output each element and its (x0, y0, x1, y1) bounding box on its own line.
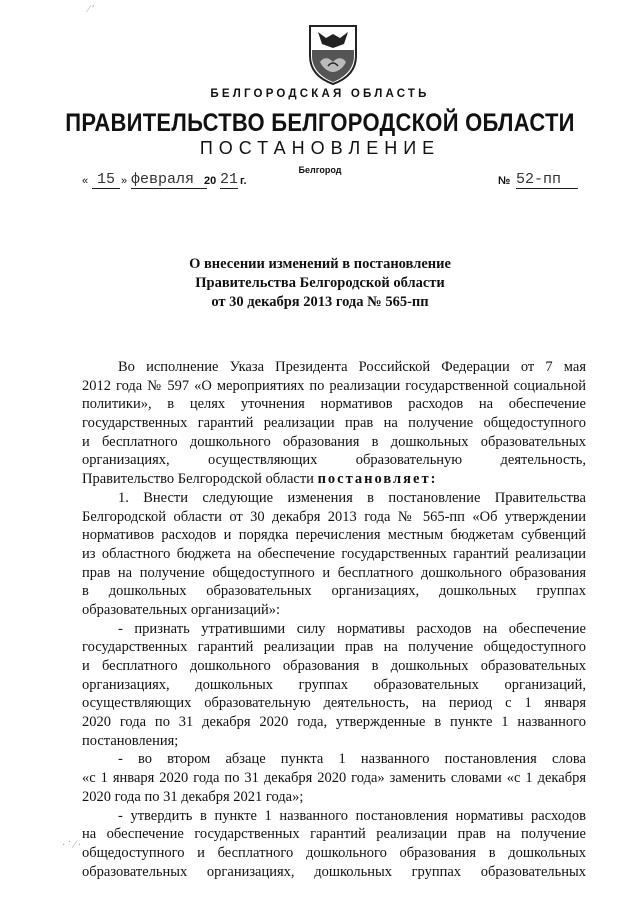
date-quote-open: « (82, 175, 89, 187)
body-line-text: и бесплатного дошкольного образования в дошкольных образовательных (82, 658, 586, 674)
body-line (82, 433, 586, 452)
body-line (82, 508, 586, 527)
body-line (82, 807, 586, 826)
document-type: ПОСТАНОВЛЕНИЕ (199, 138, 441, 158)
body-line-text: в дошкольных образовательных организациях, дошкольных группах (82, 583, 586, 600)
body-line-text: 2020 года по 31 декабря 2021 года»; (82, 788, 304, 805)
date-quote-close: » (121, 175, 128, 187)
body-line (82, 358, 586, 377)
date-year-abbr: г. (240, 175, 247, 187)
body-line (82, 844, 586, 863)
body-line-text: прав на получение общедоступного и бесплатного дошкольного образования (82, 564, 586, 581)
body-line-text: Белгородской области от 30 декабря 2013 года № 565-пп «Об утверждении (82, 508, 586, 525)
body-line (82, 732, 586, 751)
body-line-text: организациях, дошкольных группах образовательных организаций, (82, 676, 586, 693)
body-line (82, 713, 586, 732)
region-name: БЕЛГОРОДСКАЯ ОБЛАСТЬ (210, 88, 430, 100)
body-line (82, 377, 586, 396)
body-line-text: Во исполнение Указа Президента Российской Федерации от 7 мая (118, 359, 586, 375)
body-line (82, 526, 586, 545)
body-line-text: образовательных организациях, дошкольных группах образовательных (82, 863, 586, 880)
body-line (82, 470, 586, 489)
body-line (82, 863, 586, 882)
title-line: О внесении изменений в постановление (189, 256, 451, 272)
body-line (82, 825, 586, 844)
scan-mark: ⁄ ′ (88, 4, 95, 15)
body-line-text: - признать утратившими силу нормативы расходов на обеспечение (118, 620, 586, 637)
body-line-text: «с 1 января 2020 года по 31 декабря 2020 года» заменить словами «с 1 декабря (82, 770, 586, 787)
title-line: от 30 декабря 2013 года № 565-пп (211, 294, 429, 310)
date-day: 15 (92, 171, 120, 189)
body-line (82, 414, 586, 433)
government-title: ПРАВИТЕЛЬСТВО БЕЛГОРОДСКОЙ ОБЛАСТИ (65, 109, 575, 137)
body-line-text: - утвердить в пункте 1 названного постановления нормативы расходов (118, 807, 586, 824)
date-number-line (82, 172, 582, 194)
coat-of-arms-emblem (306, 22, 360, 86)
date-month: февраля (131, 171, 207, 189)
body-line-text: постановления; (82, 732, 179, 749)
date-year-suffix: 21 (220, 171, 239, 188)
body-line-text: осуществляющих образовательную деятельность, на период с 1 января (82, 695, 586, 712)
body-line (82, 395, 586, 414)
body-line (82, 694, 586, 713)
document-title (0, 255, 640, 312)
body-line (82, 564, 586, 583)
body-line-text: политики», в целях уточнения нормативов расходов на обеспечение (82, 396, 586, 413)
body-line-text: государственных гарантий реализации прав на получение общедоступного (82, 639, 586, 656)
body-line-text: 1. Внести следующие изменения в постановление Правительства (118, 489, 586, 506)
document-number-label: № (498, 175, 511, 187)
body-line-text: государственных гарантий реализации прав на получение общедоступного (82, 415, 586, 432)
body-line-text: - во втором абзаце пункта 1 названного постановления слова (118, 751, 586, 768)
date-year-prefix: 20 (204, 175, 217, 187)
title-line: Правительства Белгородской области (195, 275, 445, 291)
city-name: Белгород (298, 165, 342, 175)
body-line (82, 582, 586, 601)
body-line-text: нормативов расходов и порядка перечисления местным бюджетам субвенций (82, 527, 586, 544)
body-line (82, 638, 586, 657)
body-line-text: образовательных организаций»: (82, 601, 281, 618)
body-line-text: из областного бюджета на обеспечение государственных гарантий реализации (82, 545, 586, 562)
body-line (82, 451, 586, 470)
scan-mark: · ˙ ⁄ · (62, 840, 82, 851)
document-number: 52-пп (516, 171, 578, 189)
body-line-text: организациях, осуществляющих образовательную деятельность, (82, 452, 586, 469)
body-line (82, 657, 586, 676)
resolves-keyword: постановляет: (317, 471, 438, 488)
body-line-text: 2020 года по 31 декабря 2020 года, утвержденные в пункте 1 названного (82, 714, 586, 731)
document-body (82, 358, 586, 881)
body-line-text: общедоступного и бесплатного дошкольного образования в дошкольных (82, 844, 586, 861)
body-line-text: на обеспечение государственных гарантий реализации прав на получение (82, 826, 586, 843)
body-line (82, 620, 586, 639)
body-line (82, 676, 586, 695)
body-line (82, 545, 586, 564)
body-line (82, 601, 586, 620)
body-line (82, 489, 586, 508)
body-line-text: 2012 года № 597 «О мероприятиях по реализации государственной социальной (82, 377, 586, 394)
body-line (82, 788, 586, 807)
body-line (82, 750, 586, 769)
body-line-text: и бесплатного дошкольного образования в дошкольных образовательных (82, 433, 586, 450)
body-line-text: Правительство Белгородской области (82, 471, 314, 488)
body-line (82, 769, 586, 788)
